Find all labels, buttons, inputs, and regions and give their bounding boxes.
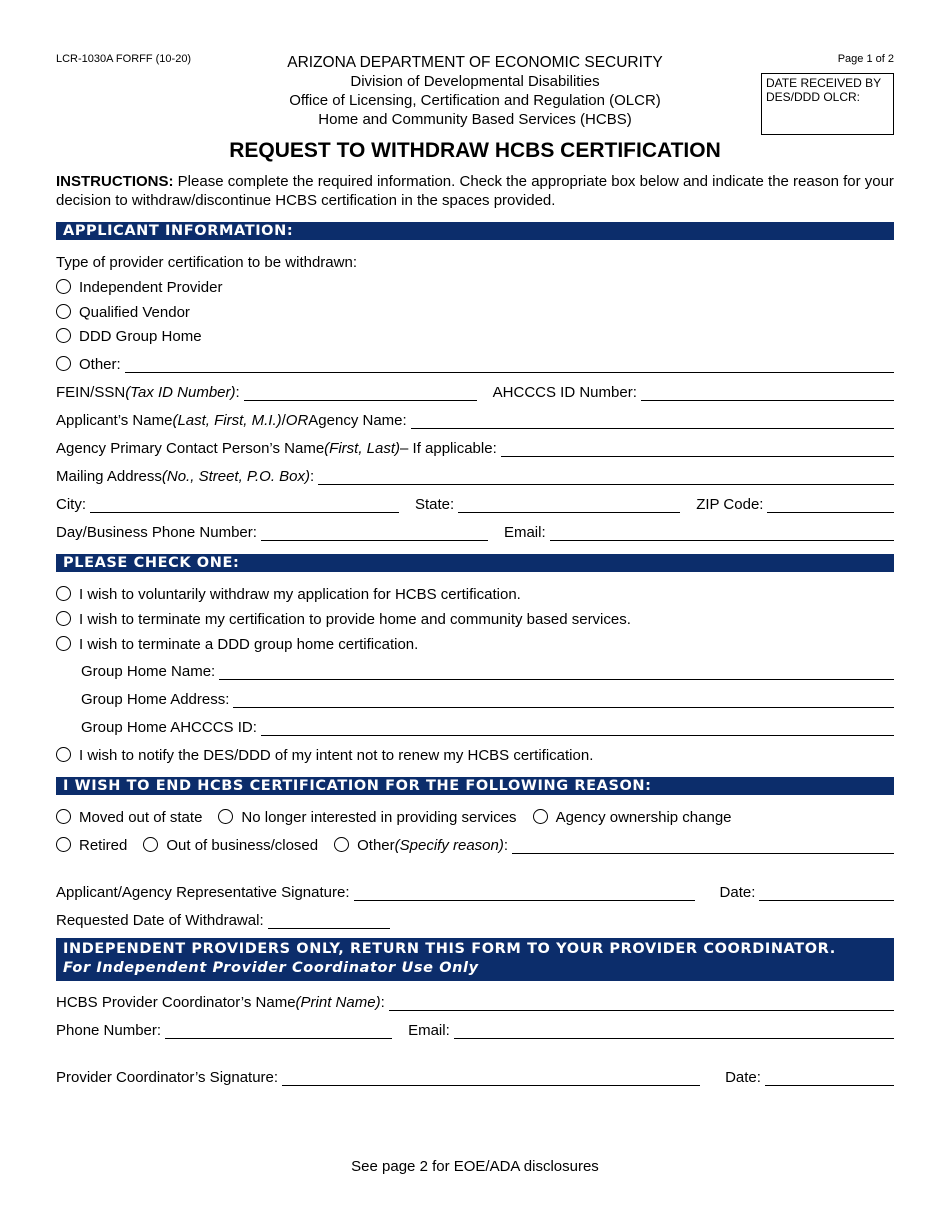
zip-field[interactable] (767, 498, 894, 513)
reason-header: I WISH TO END HCBS CERTIFICATION FOR THE FOLLOWING REASON: (56, 777, 894, 795)
applicant-info-header: APPLICANT INFORMATION: (56, 222, 894, 240)
radio-circle[interactable] (56, 611, 71, 626)
fein-label: FEIN/SSN (56, 384, 126, 401)
agency-name: ARIZONA DEPARTMENT OF ECONOMIC SECURITY (287, 54, 663, 71)
fein-row (56, 381, 894, 401)
group-home-address-label: Group Home Address: (81, 691, 230, 708)
mailing-colon: : (310, 468, 315, 485)
agency-name-label: Agency Name: (308, 412, 407, 429)
ahcccs-label: AHCCCS ID Number: (492, 384, 637, 401)
withdrawal-date-row (56, 909, 894, 929)
other-type-field[interactable] (125, 358, 894, 373)
coordinator-phone-label: Phone Number: (56, 1022, 162, 1039)
other-reason-field[interactable] (512, 839, 894, 854)
group-home-ahcccs-label: Group Home AHCCCS ID: (81, 719, 257, 736)
coordinator-name-colon: : (380, 994, 385, 1011)
contact-label: Agency Primary Contact Person’s Name (56, 440, 325, 457)
radio-label: Agency ownership change (555, 809, 732, 826)
coordinator-name-label: HCBS Provider Coordinator’s Name (56, 994, 296, 1011)
coordinator-date-field[interactable] (765, 1071, 894, 1086)
radio-label: Independent Provider (79, 279, 223, 296)
coordinator-signature-field[interactable] (282, 1071, 700, 1086)
radio-label: I wish to terminate my certification to provide home and community based services. (79, 611, 631, 628)
applicant-name-hint: (Last, First, M.I.) (172, 412, 282, 429)
city-field[interactable] (90, 498, 399, 513)
radio-terminate-certification[interactable] (56, 608, 894, 628)
email-label: Email: (503, 524, 546, 541)
radio-label: I wish to voluntarily withdraw my application for HCBS certification. (79, 586, 521, 603)
state-field[interactable] (458, 498, 680, 513)
provider-type-prompt-text: Type of provider certification to be withdrawn: (56, 254, 357, 271)
page-number: Page 1 of 2 (837, 53, 894, 65)
state-label: State: (415, 496, 455, 513)
radio-moved-out-of-state[interactable] (56, 809, 202, 826)
applicant-name-row (56, 409, 894, 429)
email-field[interactable] (550, 526, 894, 541)
applicant-name-or: OR (285, 412, 309, 429)
group-home-address-row (81, 688, 894, 708)
radio-circle[interactable] (56, 747, 71, 762)
group-home-name-field[interactable] (219, 665, 894, 680)
radio-label: I wish to terminate a DDD group home certification. (79, 636, 419, 653)
radio-qualified-vendor[interactable] (56, 301, 894, 321)
other-reason-hint: (Specify reason) (394, 837, 504, 854)
radio-no-longer-interested[interactable] (218, 809, 516, 826)
radio-withdraw-application[interactable] (56, 583, 894, 603)
ahcccs-field[interactable] (641, 386, 894, 401)
coordinator-date-label: Date: (725, 1069, 761, 1086)
group-home-ahcccs-row (81, 716, 894, 736)
instructions (56, 172, 894, 210)
zip-label: ZIP Code: (696, 496, 764, 513)
phone-row (56, 521, 894, 541)
radio-circle[interactable] (218, 809, 233, 824)
coordinator-header (56, 938, 894, 981)
radio-other-reason[interactable] (334, 837, 508, 854)
radio-circle[interactable] (56, 304, 71, 319)
city-label: City: (56, 496, 86, 513)
signature-row (56, 881, 894, 901)
coordinator-email-field[interactable] (454, 1024, 894, 1039)
reason-row-2 (56, 834, 894, 854)
program-name: Home and Community Based Services (HCBS) (318, 111, 632, 128)
mailing-field[interactable] (318, 470, 894, 485)
radio-terminate-group-home[interactable] (56, 633, 894, 653)
radio-label: Moved out of state (79, 809, 203, 826)
radio-label: Out of business/closed (166, 837, 319, 854)
radio-label: Other (357, 837, 395, 854)
radio-label: DDD Group Home (79, 328, 202, 345)
coordinator-signature-label: Provider Coordinator’s Signature: (56, 1069, 279, 1086)
contact-hint: (First, Last) (324, 440, 401, 457)
phone-label: Day/Business Phone Number: (56, 524, 257, 541)
radio-independent-provider[interactable] (56, 276, 894, 296)
coordinator-phone-row (56, 1019, 894, 1039)
radio-circle[interactable] (56, 636, 71, 651)
radio-circle[interactable] (56, 356, 71, 371)
coordinator-name-hint: (Print Name) (295, 994, 381, 1011)
radio-ddd-group-home[interactable] (56, 325, 894, 345)
coordinator-header-line1: INDEPENDENT PROVIDERS ONLY, RETURN THIS FORM TO YOUR PROVIDER COORDINATOR. (63, 941, 836, 957)
city-row (56, 493, 894, 513)
mailing-label: Mailing Address (56, 468, 162, 485)
radio-circle[interactable] (56, 279, 71, 294)
fein-hint: (Tax ID Number) (125, 384, 236, 401)
division-name: Division of Developmental Disabilities (350, 73, 600, 90)
instructions-label: INSTRUCTIONS: (56, 173, 174, 190)
radio-circle[interactable] (56, 328, 71, 343)
radio-label: Other: (79, 356, 121, 373)
radio-out-of-business[interactable] (143, 837, 318, 854)
fein-colon: : (235, 384, 240, 401)
withdrawal-date-label: Requested Date of Withdrawal: (56, 912, 264, 929)
signature-date-field[interactable] (759, 886, 894, 901)
coordinator-name-row (56, 991, 894, 1011)
footer-note: See page 2 for EOE/ADA disclosures (351, 1158, 599, 1175)
form-title: REQUEST TO WITHDRAW HCBS CERTIFICATION (229, 139, 721, 162)
contact-field[interactable] (501, 442, 894, 457)
applicant-name-field[interactable] (411, 414, 894, 429)
applicant-name-sep: / (281, 412, 286, 429)
radio-other[interactable] (56, 353, 894, 373)
instructions-text: Please complete the required information. Check the appropriate box below and indicate the reason for your decision to withdraw/discontinue HCBS certification in the spaces provided. (56, 173, 894, 209)
radio-retired[interactable] (56, 837, 127, 854)
date-received-label: DATE RECEIVED BY DES/DDD OLCR: (766, 76, 881, 104)
form-id: LCR-1030A FORFF (10-20) (56, 53, 192, 65)
office-name: Office of Licensing, Certification and Regulation (OLCR) (289, 92, 661, 109)
radio-circle[interactable] (56, 809, 71, 824)
coordinator-email-label: Email: (408, 1022, 450, 1039)
group-home-name-label: Group Home Name: (81, 663, 216, 680)
coordinator-name-field[interactable] (389, 996, 894, 1011)
radio-ownership-change[interactable] (533, 809, 732, 826)
radio-label: Qualified Vendor (79, 304, 190, 321)
radio-label: No longer interested in providing services (241, 809, 517, 826)
provider-type-prompt (56, 251, 894, 271)
radio-label: Retired (79, 837, 128, 854)
withdrawal-date-field[interactable] (268, 914, 390, 929)
coordinator-header-line2: For Independent Provider Coordinator Use Only (63, 960, 479, 976)
contact-row (56, 437, 894, 457)
radio-circle[interactable] (143, 837, 158, 852)
phone-field[interactable] (261, 526, 488, 541)
contact-tail: – If applicable: (400, 440, 497, 457)
other-reason-colon: : (503, 837, 509, 854)
radio-label: I wish to notify the DES/DDD of my intent not to renew my HCBS certification. (79, 747, 594, 764)
signature-field[interactable] (354, 886, 695, 901)
radio-circle[interactable] (56, 586, 71, 601)
radio-circle[interactable] (533, 809, 548, 824)
reason-row-1 (56, 806, 894, 826)
group-home-ahcccs-field[interactable] (261, 721, 894, 736)
signature-date-label: Date: (719, 884, 756, 901)
fein-field[interactable] (244, 386, 477, 401)
date-received-box (761, 73, 894, 135)
radio-circle[interactable] (334, 837, 349, 852)
coordinator-signature-row (56, 1066, 894, 1086)
radio-circle[interactable] (56, 837, 71, 852)
mailing-hint: (No., Street, P.O. Box) (161, 468, 311, 485)
radio-not-renew[interactable] (56, 744, 894, 764)
group-home-name-row (81, 660, 894, 680)
check-one-header: PLEASE CHECK ONE: (56, 554, 894, 572)
coordinator-phone-field[interactable] (165, 1024, 392, 1039)
applicant-name-label: Applicant’s Name (56, 412, 173, 429)
group-home-address-field[interactable] (233, 693, 894, 708)
signature-label: Applicant/Agency Representative Signature: (56, 884, 350, 901)
mailing-row (56, 465, 894, 485)
